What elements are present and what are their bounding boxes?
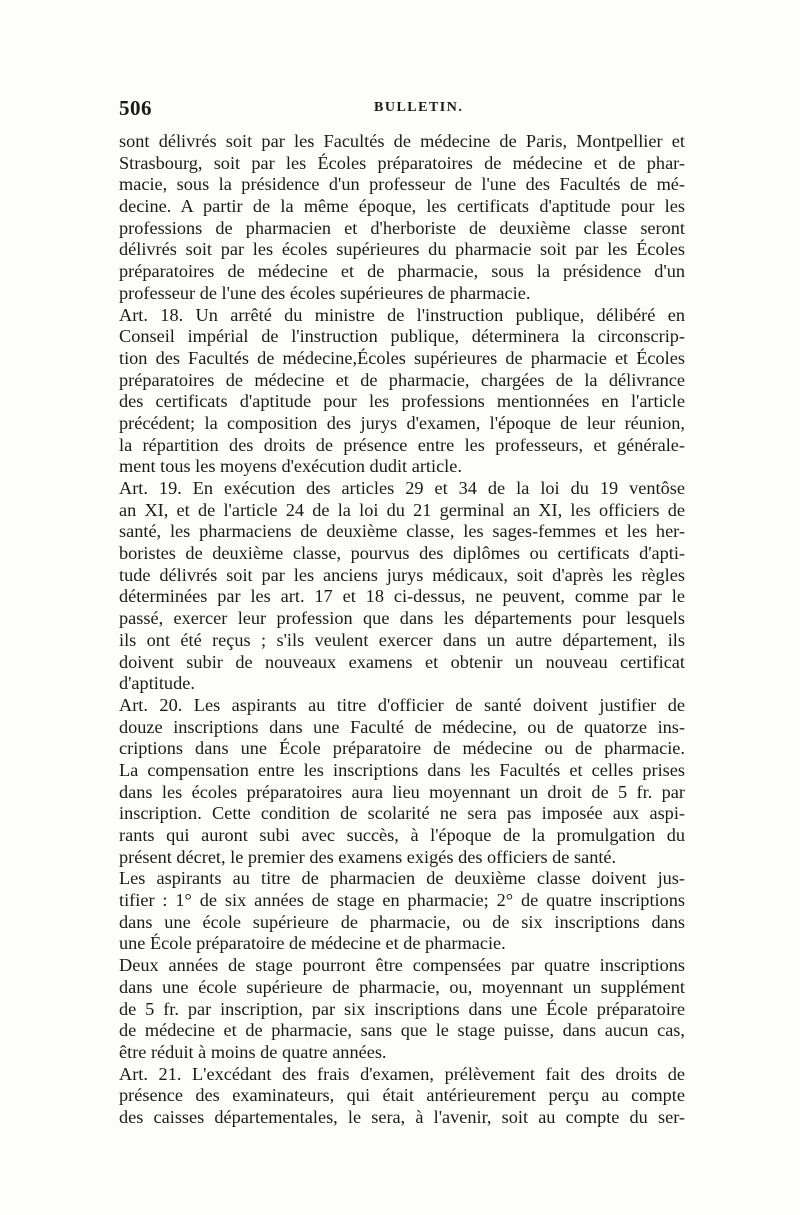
body-text: [119, 131, 685, 1129]
text-line: doivent subir de nouveaux examens et obtenir un nouveau certificat: [119, 651, 685, 672]
text-line: précédent; la composition des jurys d'examen, l'époque de leur réunion,: [119, 412, 685, 433]
text-line: dans une école supérieure de pharmacie, ou, moyennant un supplément: [119, 976, 685, 997]
text-line: délivrés soit par les écoles supérieures du pharmacie soit par les Écoles: [119, 239, 685, 260]
text-line: la répartition des droits de présence entre les professeurs, et générale-: [119, 434, 685, 455]
text-line: Art. 20. Les aspirants au titre d'officier de santé doivent justifier de: [119, 694, 685, 715]
text-line: La compensation entre les inscriptions dans les Facultés et celles prises: [119, 759, 685, 780]
journal-title: BULLETIN.: [374, 100, 464, 115]
text-line: préparatoires de médecine et de pharmacie, sous la présidence d'un: [119, 261, 685, 282]
text-line: tifier : 1° de six années de stage en pharmacie; 2° de quatre inscriptions: [119, 890, 685, 911]
text-line: déterminées par les art. 17 et 18 ci-dessus, ne peuvent, comme par le: [119, 586, 685, 607]
text-line: douze inscriptions dans une Faculté de médecine, ou de quatorze ins-: [119, 716, 685, 737]
text-line: être réduit à moins de quatre années.: [119, 1041, 387, 1062]
text-line: professeur de l'une des écoles supérieures de pharmacie.: [119, 282, 531, 303]
text-line: présent décret, le premier des examens exigés des officiers de santé.: [119, 846, 617, 867]
text-line: Art. 21. L'excédant des frais d'examen, prélèvement fait des droits de: [119, 1063, 685, 1084]
text-line: rants qui auront subi avec succès, à l'époque de la promulgation du: [119, 825, 685, 845]
text-line: d'aptitude.: [119, 673, 195, 694]
text-line: des caisses départementales, le sera, à l'avenir, soit au compte du ser-: [119, 1106, 685, 1127]
text-line: macie, sous la présidence d'un professeur de l'une des Facultés de mé-: [119, 174, 685, 195]
text-line: passé, exercer leur profession que dans les départements pour lesquels: [119, 608, 685, 629]
text-line: Les aspirants au titre de pharmacien de deuxième classe doivent jus-: [119, 868, 685, 889]
page-number: 506: [119, 96, 152, 120]
text-line: Art. 19. En exécution des articles 29 et 34 de la loi du 19 ventôse: [119, 478, 685, 498]
text-line: présence des examinateurs, qui était antérieurement perçu au compte: [119, 1085, 685, 1106]
text-line: an XI, et de l'article 24 de la loi du 21 germinal an XI, les officiers de: [119, 499, 685, 520]
text-line: ils ont été reçus ; s'ils veulent exercer dans un autre département, ils: [119, 629, 685, 650]
text-line: une École préparatoire de médecine et de pharmacie.: [119, 933, 506, 954]
text-line: decine. A partir de la même époque, les certificats d'aptitude pour les: [119, 196, 685, 217]
text-line: santé, les pharmaciens de deuxième classe, les sages-femmes et les her-: [119, 521, 685, 542]
text-line: tude délivrés soit par les anciens jurys médicaux, soit d'après les règles: [119, 564, 685, 585]
text-line: boristes de deuxième classe, pourvus des diplômes ou certificats d'apti-: [119, 543, 685, 564]
text-line: préparatoires de médecine et de pharmacie, chargées de la délivrance: [119, 369, 685, 390]
text-line: de médecine et de pharmacie, sans que le stage puisse, dans aucun cas,: [119, 1020, 685, 1041]
text-line: dans les écoles préparatoires aura lieu moyennant un droit de 5 fr. par: [119, 781, 685, 802]
text-line: tion des Facultés de médecine,Écoles supérieures de pharmacie et Écoles: [119, 347, 685, 368]
text-line: Art. 18. Un arrêté du ministre de l'instruction publique, délibéré en: [119, 304, 685, 325]
text-line: inscription. Cette condition de scolarité ne sera pas imposée aux aspi-: [119, 803, 685, 824]
text-line: sont délivrés soit par les Facultés de médecine de Paris, Montpellier et: [119, 131, 685, 151]
text-line: criptions dans une École préparatoire de médecine ou de pharmacie.: [119, 738, 685, 759]
text-line: Conseil impérial de l'instruction publique, déterminera la circonscrip-: [119, 326, 685, 347]
text-line: professions de pharmacien et d'herboriste de deuxième classe seront: [119, 217, 685, 238]
text-line: de 5 fr. par inscription, par six inscriptions dans une École préparatoire: [119, 998, 685, 1019]
running-head: [119, 96, 685, 126]
text-line: Strasbourg, soit par les Écoles préparatoires de médecine et de phar-: [119, 152, 685, 173]
text-line: dans une école supérieure de pharmacie, ou de six inscriptions dans: [119, 911, 685, 932]
text-line: des certificats d'aptitude pour les professions mentionnées en l'article: [119, 391, 685, 412]
text-line: Deux années de stage pourront être compensées par quatre inscriptions: [119, 955, 685, 976]
text-line: ment tous les moyens d'exécution dudit article.: [119, 456, 462, 477]
